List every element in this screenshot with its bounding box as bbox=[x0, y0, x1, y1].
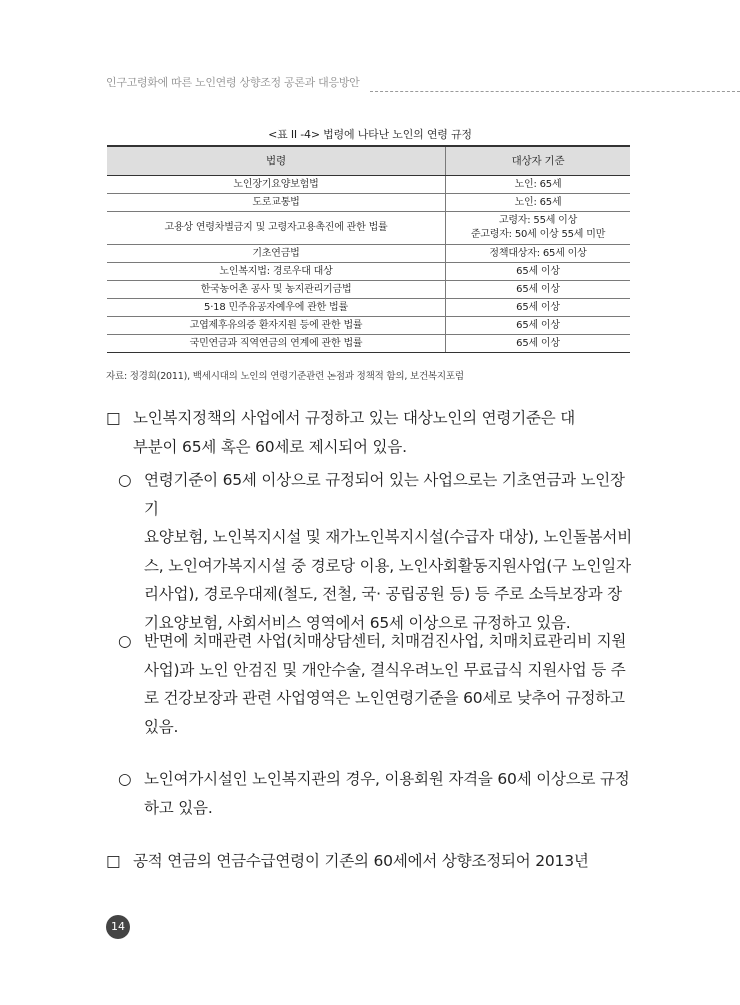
table-row bbox=[107, 245, 630, 263]
column-header-criteria: 대상자 기준 bbox=[446, 146, 631, 176]
table-row bbox=[107, 212, 630, 245]
paragraph-main-1 bbox=[106, 404, 636, 461]
header-divider bbox=[370, 91, 740, 92]
table-caption: <표 II -4> 법령에 나타난 노인의 연령 규정 bbox=[268, 128, 472, 141]
criteria-cell: 65세 이상 bbox=[446, 281, 631, 299]
table-row bbox=[107, 263, 630, 281]
table-row bbox=[107, 299, 630, 317]
criteria-cell: 정책대상자: 65세 이상 bbox=[446, 245, 631, 263]
paragraph-line: 노인복지정책의 사업에서 규정하고 있는 대상노인의 연령기준은 대 bbox=[133, 409, 576, 427]
criteria-cell: 고령자: 55세 이상 준고령자: 50세 이상 55세 미만 bbox=[446, 212, 631, 245]
law-cell: 도로교통법 bbox=[107, 194, 446, 212]
paragraph-line: 스, 노인여가복지시설 중 경로당 이용, 노인사회활동지원사업(구 노인일자 bbox=[144, 556, 631, 575]
paragraph-line: 공적 연금의 연금수급연령이 기존의 60세에서 상향조정되어 2013년 bbox=[133, 852, 589, 870]
table-row bbox=[107, 281, 630, 299]
paragraph-line: 사업)과 노인 안검진 및 개안수술, 결식우려노인 무료급식 지원사업 등 주 bbox=[144, 660, 626, 679]
law-cell: 기초연금법 bbox=[107, 245, 446, 263]
paragraph-line: 로 건강보장과 관련 사업영역은 노인연령기준을 60세로 낮추어 규정하고 bbox=[144, 689, 625, 707]
table-row bbox=[107, 176, 630, 194]
circle-bullet: ○ bbox=[118, 632, 132, 650]
paragraph-line: 기요양보험, 사회서비스 영역에서 65세 이상으로 규정하고 있음. bbox=[144, 613, 571, 632]
law-cell: 노인장기요양보험법 bbox=[107, 176, 446, 194]
law-age-table bbox=[107, 145, 630, 353]
header-title: 인구고령화에 따른 노인연령 상향조정 공론과 대응방안 bbox=[106, 76, 360, 89]
paragraph-sub-3 bbox=[118, 765, 638, 822]
square-bullet: □ bbox=[106, 409, 121, 427]
law-cell: 5·18 민주유공자예우에 관한 법률 bbox=[107, 299, 446, 317]
circle-bullet: ○ bbox=[118, 471, 132, 489]
paragraph-line: 리사업), 경로우대제(철도, 전철, 국· 공립공원 등) 등 주로 소득보장과 장 bbox=[144, 585, 622, 603]
square-bullet: □ bbox=[106, 852, 121, 870]
criteria-cell: 65세 이상 bbox=[446, 299, 631, 317]
paragraph-line: 부분이 65세 혹은 60세로 제시되어 있음. bbox=[133, 437, 407, 456]
paragraph-sub-2 bbox=[118, 627, 638, 741]
law-cell: 한국농어촌 공사 및 농지관리기금법 bbox=[107, 281, 446, 299]
table-row bbox=[107, 335, 630, 353]
table-source-note: 자료: 정경희(2011), 백세시대의 노인의 연령기준관련 논점과 정책적 함의, 보건복지포럼 bbox=[106, 371, 464, 382]
paragraph-line: 있음. bbox=[144, 717, 179, 736]
paragraph-line: 하고 있음. bbox=[144, 798, 213, 817]
paragraph-main-2 bbox=[106, 847, 640, 876]
page-number: 14 bbox=[106, 915, 130, 939]
criteria-cell: 65세 이상 bbox=[446, 335, 631, 353]
criteria-cell: 65세 이상 bbox=[446, 317, 631, 335]
law-cell: 국민연금과 직역연금의 연계에 관한 법률 bbox=[107, 335, 446, 353]
paragraph-sub-1 bbox=[118, 466, 638, 637]
paragraph-line: 반면에 치매관련 사업(치매상담센터, 치매검진사업, 치매치료관리비 지원 bbox=[144, 632, 627, 650]
column-header-law: 법령 bbox=[107, 146, 446, 176]
criteria-cell: 65세 이상 bbox=[446, 263, 631, 281]
law-cell: 고엽제후유의증 환자지원 등에 관한 법률 bbox=[107, 317, 446, 335]
criteria-cell: 노인: 65세 bbox=[446, 194, 631, 212]
law-cell: 고용상 연령차별금지 및 고령자고용촉진에 관한 법률 bbox=[107, 212, 446, 245]
table-row bbox=[107, 194, 630, 212]
circle-bullet: ○ bbox=[118, 770, 132, 788]
table-header-row bbox=[107, 146, 630, 176]
paragraph-line: 연령기준이 65세 이상으로 규정되어 있는 사업으로는 기초연금과 노인장기 bbox=[144, 471, 625, 518]
paragraph-line: 노인여가시설인 노인복지관의 경우, 이용회원 자격을 60세 이상으로 규정 bbox=[144, 770, 630, 788]
law-cell: 노인복지법: 경로우대 대상 bbox=[107, 263, 446, 281]
criteria-cell: 노인: 65세 bbox=[446, 176, 631, 194]
paragraph-line: 요양보험, 노인복지시설 및 재가노인복지시설(수급자 대상), 노인돌봄서비 bbox=[144, 528, 632, 546]
table-row bbox=[107, 317, 630, 335]
